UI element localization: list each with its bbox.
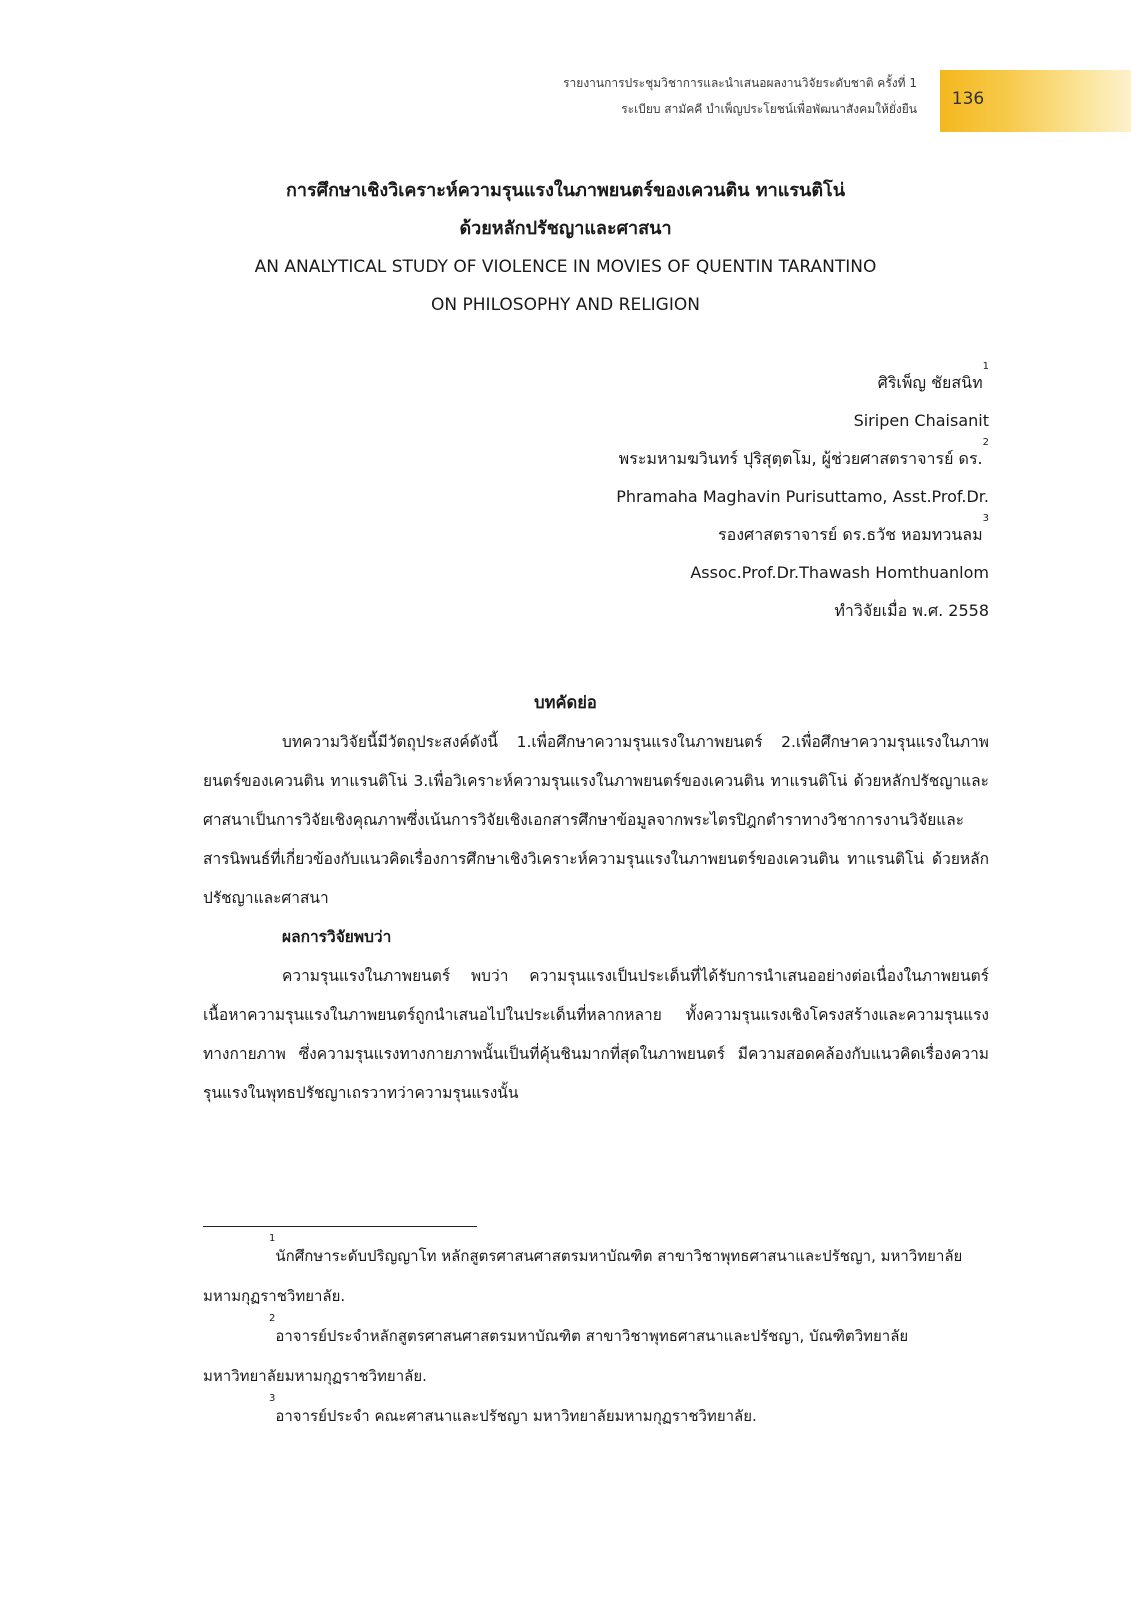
author-block	[616, 361, 989, 630]
footnote-1: $^1$นักศึกษาระดับปริญญาโท หลักสูตรศาสนศาสตรมหาบัณฑิต สาขาวิชาพุทธศาสนาและปรัชญา, มหาวิทยาลัยมหามกุฏราชวิทยาลัย.	[203, 1233, 963, 1305]
running-header	[563, 70, 917, 122]
author-2-th: พระมหามฆวินทร์ ปุริสุตฺตโม, ผู้ช่วยศาสตราจารย์ ดร.$^2$	[618, 437, 989, 468]
title-en-line1: AN ANALYTICAL STUDY OF VIOLENCE IN MOVIES OF QUENTIN TARANTINO	[254, 257, 877, 277]
abstract-paragraph-2: ความรุนแรงในภาพยนตร์ พบว่า ความรุนแรงเป็นประเด็นที่ได้รับการนำเสนออย่างต่อเนื่องในภาพยนตร์ เนื้อหาความรุนแรงในภาพยนตร์ถูกนำเสนอไปในประเด็นที่หลากหลาย ทั้งความรุนแรงเชิงโครงสร้างและความรุนแรงทางกายภาพ ซึ่งความรุนแรงทางกายภาพนั้นเป็นที่คุ้นชินมากที่สุดในภาพยนตร์ มีความสอดคล้องกับแนวคิดเรื่องความรุนแรงในพุทธปรัชญาเถรวาทว่าความรุนแรงนั้น	[203, 967, 989, 1102]
results-heading: ผลการวิจัยพบว่า	[282, 928, 392, 946]
footnote-marker: 2	[269, 1313, 276, 1324]
abstract-paragraph-1: บทความวิจัยนี้มีวัตถุประสงค์ดังนี้ 1.เพื่อศึกษาความรุนแรงในภาพยนตร์ 2.เพื่อศึกษาความรุนแรงในภาพยนตร์ของเควนติน ทาแรนติโน่ 3.เพื่อวิเคราะห์ความรุนแรงในภาพยนตร์ของเควนติน ทาแรนติโน่ ด้วยหลักปรัชญาและศาสนาเป็นการวิจัยเชิงคุณภาพซึ่งเน้นการวิจัยเชิงเอกสารศึกษาข้อมูลจากพระไตรปิฎกตำราทางวิชาการงานวิจัยและสารนิพนธ์ที่เกี่ยวข้องกับแนวคิดเรื่องการศึกษาเชิงวิเคราะห์ความรุนแรงในภาพยนตร์ของเควนติน ทาแรนติโน่ ด้วยหลักปรัชญาและศาสนา	[203, 733, 989, 907]
footnote-marker: 2	[982, 437, 989, 448]
author-3-en: Assoc.Prof.Dr.Thawash Homthuanlom	[690, 563, 989, 582]
footnote-marker: 3	[982, 513, 989, 524]
footnote-marker: 1	[269, 1233, 276, 1244]
footnote-3: $^3$อาจารย์ประจำ คณะศาสนาและปรัชญา มหาวิทยาลัยมหามกุฏราชวิทยาลัย.	[269, 1393, 757, 1425]
footnotes	[203, 1233, 989, 1436]
footnote-marker: 3	[269, 1393, 276, 1404]
author-2-en: Phramaha Maghavin Purisuttamo, Asst.Prof.Dr.	[616, 487, 989, 506]
title-en-line2: ON PHILOSOPHY AND RELIGION	[431, 295, 700, 315]
footnote-2: $^2$อาจารย์ประจำหลักสูตรศาสนศาสตรมหาบัณฑิต สาขาวิชาพุทธศาสนาและปรัชญา, บัณฑิตวิทยาลัย มหาวิทยาลัยมหามกุฏราชวิทยาลัย.	[203, 1313, 909, 1385]
abstract-heading: บทคัดย่อ	[534, 693, 597, 712]
author-1-th: ศิริเพ็ญ ชัยสนิท$^1$	[877, 361, 989, 392]
page-number-badge	[940, 70, 1131, 132]
title-th-line2: ด้วยหลักปรัชญาและศาสนา	[459, 218, 672, 239]
paper-title	[0, 172, 1131, 324]
research-year: ทำวิจัยเมื่อ พ.ศ. 2558	[834, 601, 989, 620]
title-th-line1: การศึกษาเชิงวิเคราะห์ความรุนแรงในภาพยนตร์ของเควนติน ทาแรนติโน่	[285, 180, 845, 201]
header-conference-title: รายงานการประชุมวิชาการและนำเสนอผลงานวิจัยระดับชาติ ครั้งที่ 1	[563, 76, 917, 90]
abstract-body	[203, 723, 989, 1113]
footnote-marker: 1	[982, 361, 989, 372]
footnote-separator	[203, 1226, 477, 1227]
header-motto: ระเบียบ สามัคคี บำเพ็ญประโยชน์เพื่อพัฒนาสังคมให้ยั่งยืน	[621, 102, 917, 116]
page-number: 136	[951, 89, 985, 109]
author-1-en: Siripen Chaisanit	[853, 411, 989, 430]
author-3-th: รองศาสตราจารย์ ดร.ธวัช หอมทวนลม$^3$	[718, 513, 989, 544]
